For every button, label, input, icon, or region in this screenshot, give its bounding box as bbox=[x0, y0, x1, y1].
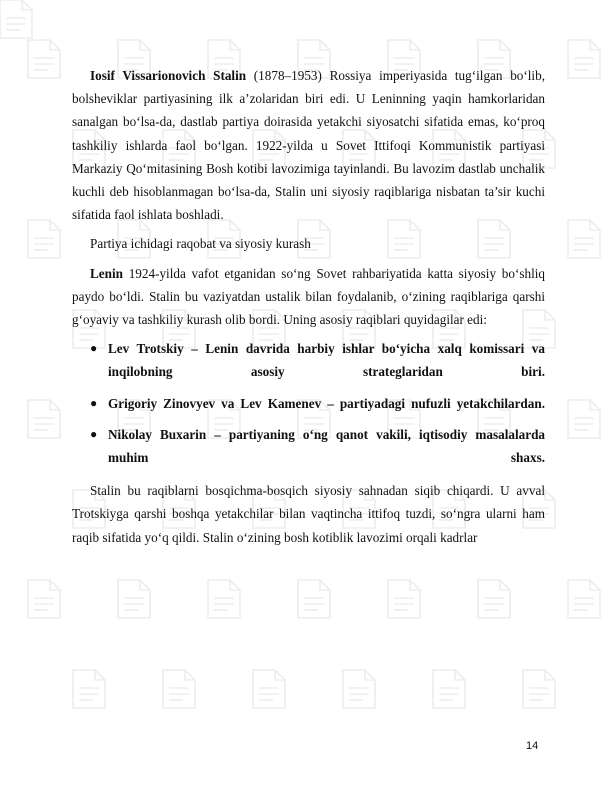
bullet-icon: ● bbox=[90, 341, 98, 356]
lenin-text: 1924-yilda vafot etganidan so‘ng Sovet rahbariyatida katta siyosiy bo‘shliq paydo bo‘ldi. Stalin bu vaziyatdan ustalik bilan foydalanib, o‘zining raqiblariga qarshi g‘oyaviy va tashkiliy kurash olib bordi. Uning asosiy raqiblari quyidagilar edi: bbox=[72, 265, 545, 328]
rival-trotsky: Lev Trotskiy – Lenin davrida harbiy ishlar bo‘yicha xalq komissari va inqilobning asosiy strateglaridan biri. bbox=[108, 341, 545, 380]
rivals-list bbox=[72, 337, 545, 469]
rival-zinoviev-kamenev: Grigoriy Zinovyev va Lev Kamenev – partiyadagi nufuzli yetakchilardan. bbox=[108, 395, 545, 411]
bullet-icon: ● bbox=[90, 395, 98, 410]
intro-text: (1878–1953) Rossiya imperiyasida tug‘ilgan bo‘lib, bolsheviklar partiyasining ilk a’zolaridan biri edi. U Leninning yaqin hamkorlaridan sanalgan bo‘lsa-da, dastlab partiya doirasida yetakchi siyosatchi sifatida emas, ko‘proq tashkiliy ishlarda faol bo‘lgan. 1922-yilda u Sovet Ittifoqi Kommunistik partiyasi Markaziy Qo‘mitasining Bosh kotibi lavozimiga tayinlandi. Bu lavozim dastlab unchalik kuchli deb hisoblanmagan bo‘lsa-da, Stalin uni siyosiy raqiblariga nisbatan ta’sir kuchi sifatida faol ishlata boshladi. bbox=[72, 68, 545, 223]
intro-paragraph bbox=[72, 64, 545, 226]
list-item bbox=[72, 337, 545, 383]
document-body bbox=[72, 64, 545, 549]
list-item bbox=[72, 423, 545, 469]
bullet-icon: ● bbox=[90, 426, 98, 441]
lenin-name: Lenin bbox=[90, 265, 123, 281]
lenin-paragraph bbox=[72, 262, 545, 332]
rival-bukharin: Nikolay Buxarin – partiyaning o‘ng qanot vakili, iqtisodiy masalalarda muhim shaxs. bbox=[108, 426, 545, 466]
section-heading: Partiya ichidagi raqobat va siyosiy kurash bbox=[90, 236, 311, 252]
page-number: 14 bbox=[526, 740, 539, 752]
intro-name: Iosif Vissarionovich Stalin bbox=[90, 68, 247, 83]
closing-paragraph: Stalin bu raqiblarni bosqichma-bosqich siyosiy sahnadan siqib chiqardi. U avval Trotskiyga qarshi boshqa yetakchilar bilan vaqtincha ittifoq tuzdi, so‘ngra ularni ham raqib sifatida yo‘q qildi. Stalin o‘zining bosh kotiblik lavozimi orqali kadrlar bbox=[72, 483, 545, 545]
list-item bbox=[72, 392, 545, 415]
